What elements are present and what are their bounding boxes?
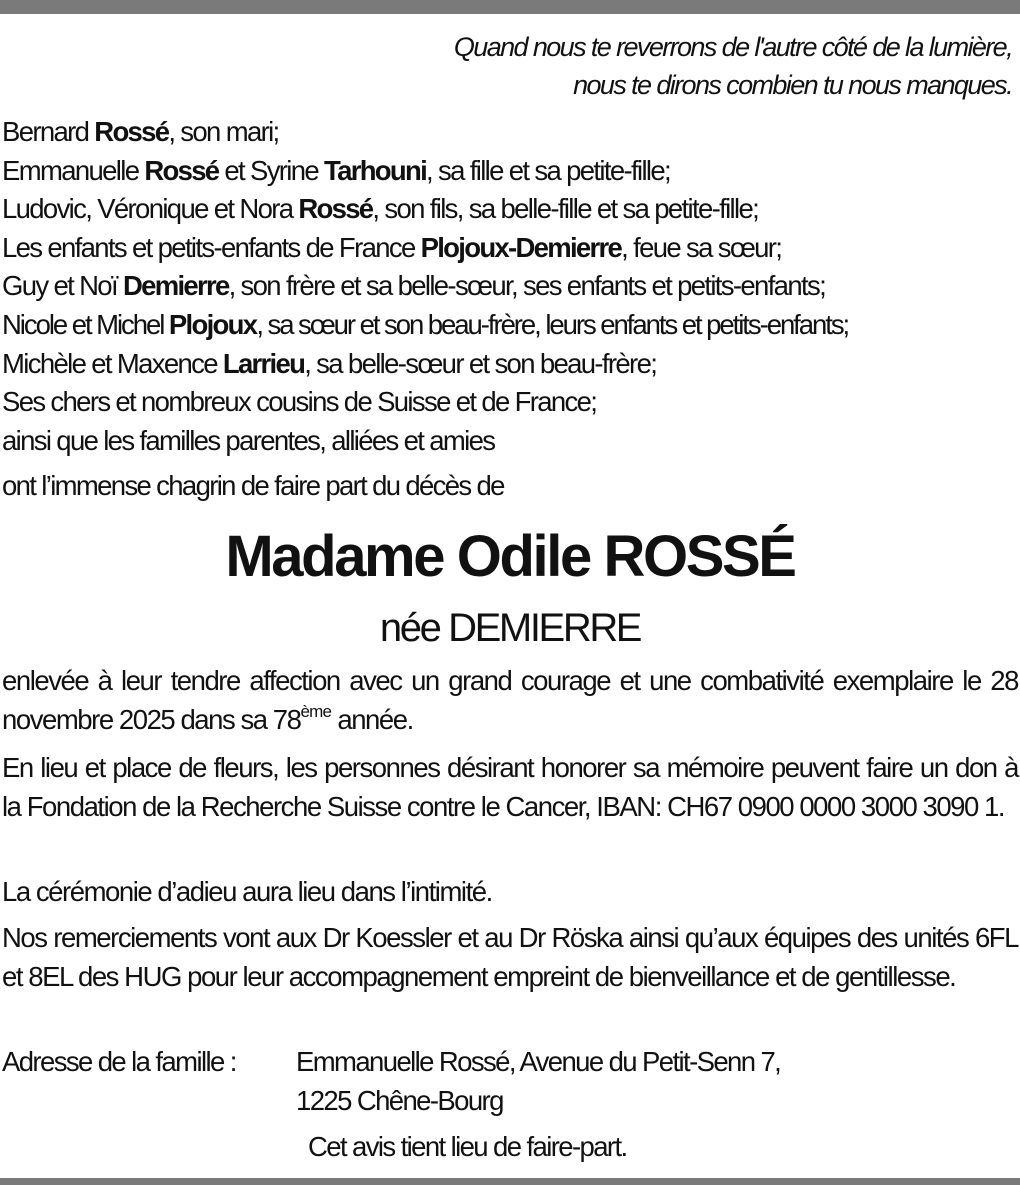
family-line bbox=[2, 152, 848, 191]
family-line bbox=[2, 190, 848, 229]
family-surname: Rossé bbox=[298, 193, 373, 225]
family-text: Ludovic, Véronique et Nora bbox=[2, 193, 299, 225]
family-text: , son mari; bbox=[168, 116, 279, 147]
paragraph-ceremony: La cérémonie d’adieu aura lieu dans l’intimité. bbox=[2, 876, 492, 907]
family-surname: Rossé bbox=[144, 154, 219, 186]
family-text: Guy et Noï bbox=[2, 270, 123, 302]
family-line bbox=[2, 383, 848, 422]
epigraph-line-1: Quand nous te reverrons de l'autre côté de la lumière, bbox=[453, 32, 1012, 62]
paragraph-text: enlevée à leur tendre affection avec un grand courage et une combativité exemplaire le 28 novembre 2025 dans sa 78 bbox=[2, 665, 1018, 735]
paragraph-text: année. bbox=[331, 703, 413, 735]
address-line-2: 1225 Chêne-Bourg bbox=[296, 1085, 503, 1116]
family-surname: Plojoux bbox=[168, 308, 257, 340]
family-text: et Syrine bbox=[218, 154, 325, 186]
paragraph-donation: En lieu et place de fleurs, les personnes désirant honorer sa mémoire peuvent faire un don à la Fondation de la Recherche Suisse contre le Cancer, IBAN: CH67 0900 0000 3000 3090 1. bbox=[2, 752, 1018, 822]
family-text: Nicole et Michel bbox=[2, 308, 169, 340]
family-list bbox=[2, 113, 848, 460]
family-surname: Rossé bbox=[94, 116, 169, 147]
family-line bbox=[2, 422, 848, 461]
family-text: Les enfants et petits-enfants de France bbox=[2, 231, 421, 263]
family-text: Ses chers et nombreux cousins de Suisse et de France; bbox=[2, 386, 597, 418]
deceased-name: Madame Odile ROSSÉ bbox=[225, 524, 795, 589]
address-lines bbox=[296, 1042, 780, 1120]
family-text: , sa belle-sœur et son beau-frère; bbox=[304, 347, 657, 379]
family-text: Emmanuelle bbox=[2, 154, 145, 186]
family-text: Bernard bbox=[2, 116, 95, 147]
ordinal-superscript: ème bbox=[300, 701, 332, 721]
family-surname: Tarhouni bbox=[324, 154, 427, 186]
family-text: ainsi que les familles parentes, alliées et amies bbox=[2, 424, 495, 456]
paragraph-thanks: Nos remerciements vont aux Dr Koessler et au Dr Röska ainsi qu’aux équipes des unités 6FL et 8EL des HUG pour leur accompagnement empreint de bienveillance et de gentillesse. bbox=[2, 922, 1018, 992]
top-rule bbox=[0, 0, 1020, 14]
family-text: , son fils, sa belle-fille et sa petite-fille; bbox=[372, 193, 759, 225]
announcement: ont l’immense chagrin de faire part du décès de bbox=[2, 470, 504, 501]
family-text: , feue sa sœur; bbox=[621, 231, 782, 263]
epigraph bbox=[454, 28, 1012, 104]
family-text: Michèle et Maxence bbox=[2, 347, 223, 379]
family-line bbox=[2, 267, 848, 306]
bottom-rule bbox=[0, 1178, 1020, 1185]
family-text: , son frère et sa belle-sœur, ses enfants et petits-enfants; bbox=[228, 270, 826, 302]
family-surname: Larrieu bbox=[222, 347, 305, 379]
address-line-1: Emmanuelle Rossé, Avenue du Petit-Senn 7, bbox=[296, 1046, 781, 1077]
family-line bbox=[2, 113, 848, 152]
address-label: Adresse de la famille : bbox=[2, 1046, 236, 1077]
family-surname: Plojoux-Demierre bbox=[420, 231, 622, 263]
paragraph-passing bbox=[2, 662, 1018, 743]
maiden-name: née DEMIERRE bbox=[379, 606, 641, 650]
family-surname: Demierre bbox=[122, 270, 229, 302]
family-line bbox=[2, 306, 848, 345]
family-text: , sa fille et sa petite-fille; bbox=[426, 154, 671, 186]
family-line bbox=[2, 229, 848, 268]
family-line bbox=[2, 345, 848, 384]
family-text: , sa sœur et son beau-frère, leurs enfants et petits-enfants; bbox=[256, 308, 849, 340]
closing-note: Cet avis tient lieu de faire-part. bbox=[308, 1131, 627, 1162]
epigraph-line-2: nous te dirons combien tu nous manques. bbox=[573, 70, 1012, 100]
